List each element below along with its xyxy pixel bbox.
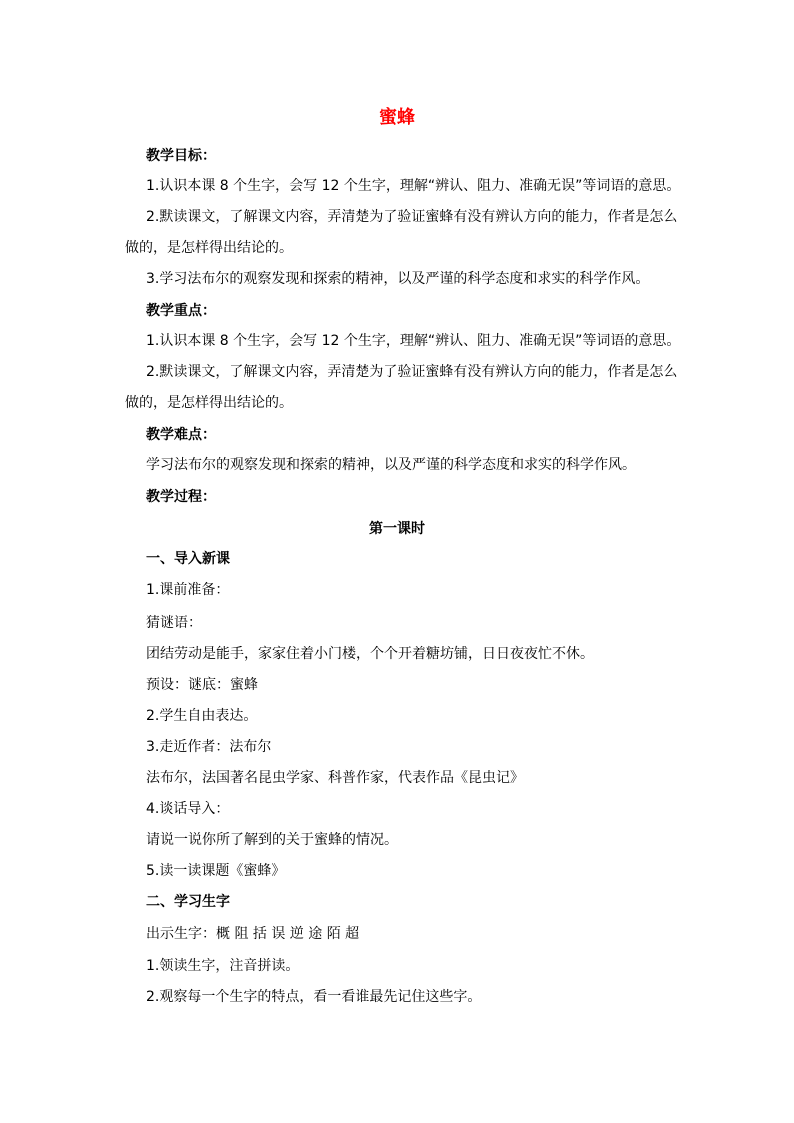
section1-line: 团结劳动是能手，家家住着小门楼，个个开着糖坊铺，日日夜夜忙不休。 [146,646,594,662]
section1-line: 请说一说你所了解到的关于蜜蜂的情况。 [146,832,398,848]
section1-line: 法布尔，法国著名昆虫学家、科普作家，代表作品《昆虫记》 [146,770,524,786]
difficulties-text: 学习法布尔的观察发现和探索的精神，以及严谨的科学态度和求实的科学作风。 [146,457,636,473]
objective-item-2: 2.默读课文，了解课文内容，弄清楚为了验证蜜蜂有没有辨认方向的能力，作者是怎么 [146,209,678,225]
section1-line: 3.走近作者：法布尔 [146,739,272,755]
objectives-heading: 教学目标： [146,148,216,164]
key-point-item-1: 1.认识本课 8 个生字，会写 12 个生字，理解“辨认、阻力、准确无误”等词语的意思。 [146,333,681,349]
section1-heading: 一、导入新课 [146,551,230,567]
section2-line: 2.观察每一个生字的特点，看一看谁最先记住这些字。 [146,989,482,1005]
document-title: 蜜蜂 [379,107,415,128]
section1-line: 预设：谜底：蜜蜂 [146,677,258,693]
objective-item-1: 1.认识本课 8 个生字，会写 12 个生字，理解“辨认、阻力、准确无误”等词语的意思。 [146,178,681,194]
section2-line: 出示生字：概 阻 括 误 逆 途 陌 超 [146,926,360,942]
key-point-item-2-continued: 做的，是怎样得出结论的。 [125,395,293,411]
objective-item-3: 3.学习法布尔的观察发现和探索的精神，以及严谨的科学态度和求实的科学作风。 [146,271,650,287]
section2-line: 1.领读生字，注音拼读。 [146,958,300,974]
key-points-heading: 教学重点： [146,303,216,319]
process-heading: 教学过程： [146,489,216,505]
objective-item-2-continued: 做的，是怎样得出结论的。 [125,240,293,256]
lesson-heading: 第一课时 [369,521,425,537]
key-point-item-2: 2.默读课文，了解课文内容，弄清楚为了验证蜜蜂有没有辨认方向的能力，作者是怎么 [146,364,678,380]
difficulties-heading: 教学难点： [146,427,216,443]
section1-line: 猜谜语： [146,615,202,631]
section1-line: 5.读一读课题《蜜蜂》 [146,863,286,879]
section1-line: 4.谈话导入： [146,801,230,817]
section2-heading: 二、学习生字 [146,894,230,910]
section1-line: 1.课前准备： [146,582,230,598]
section1-line: 2.学生自由表达。 [146,708,258,724]
